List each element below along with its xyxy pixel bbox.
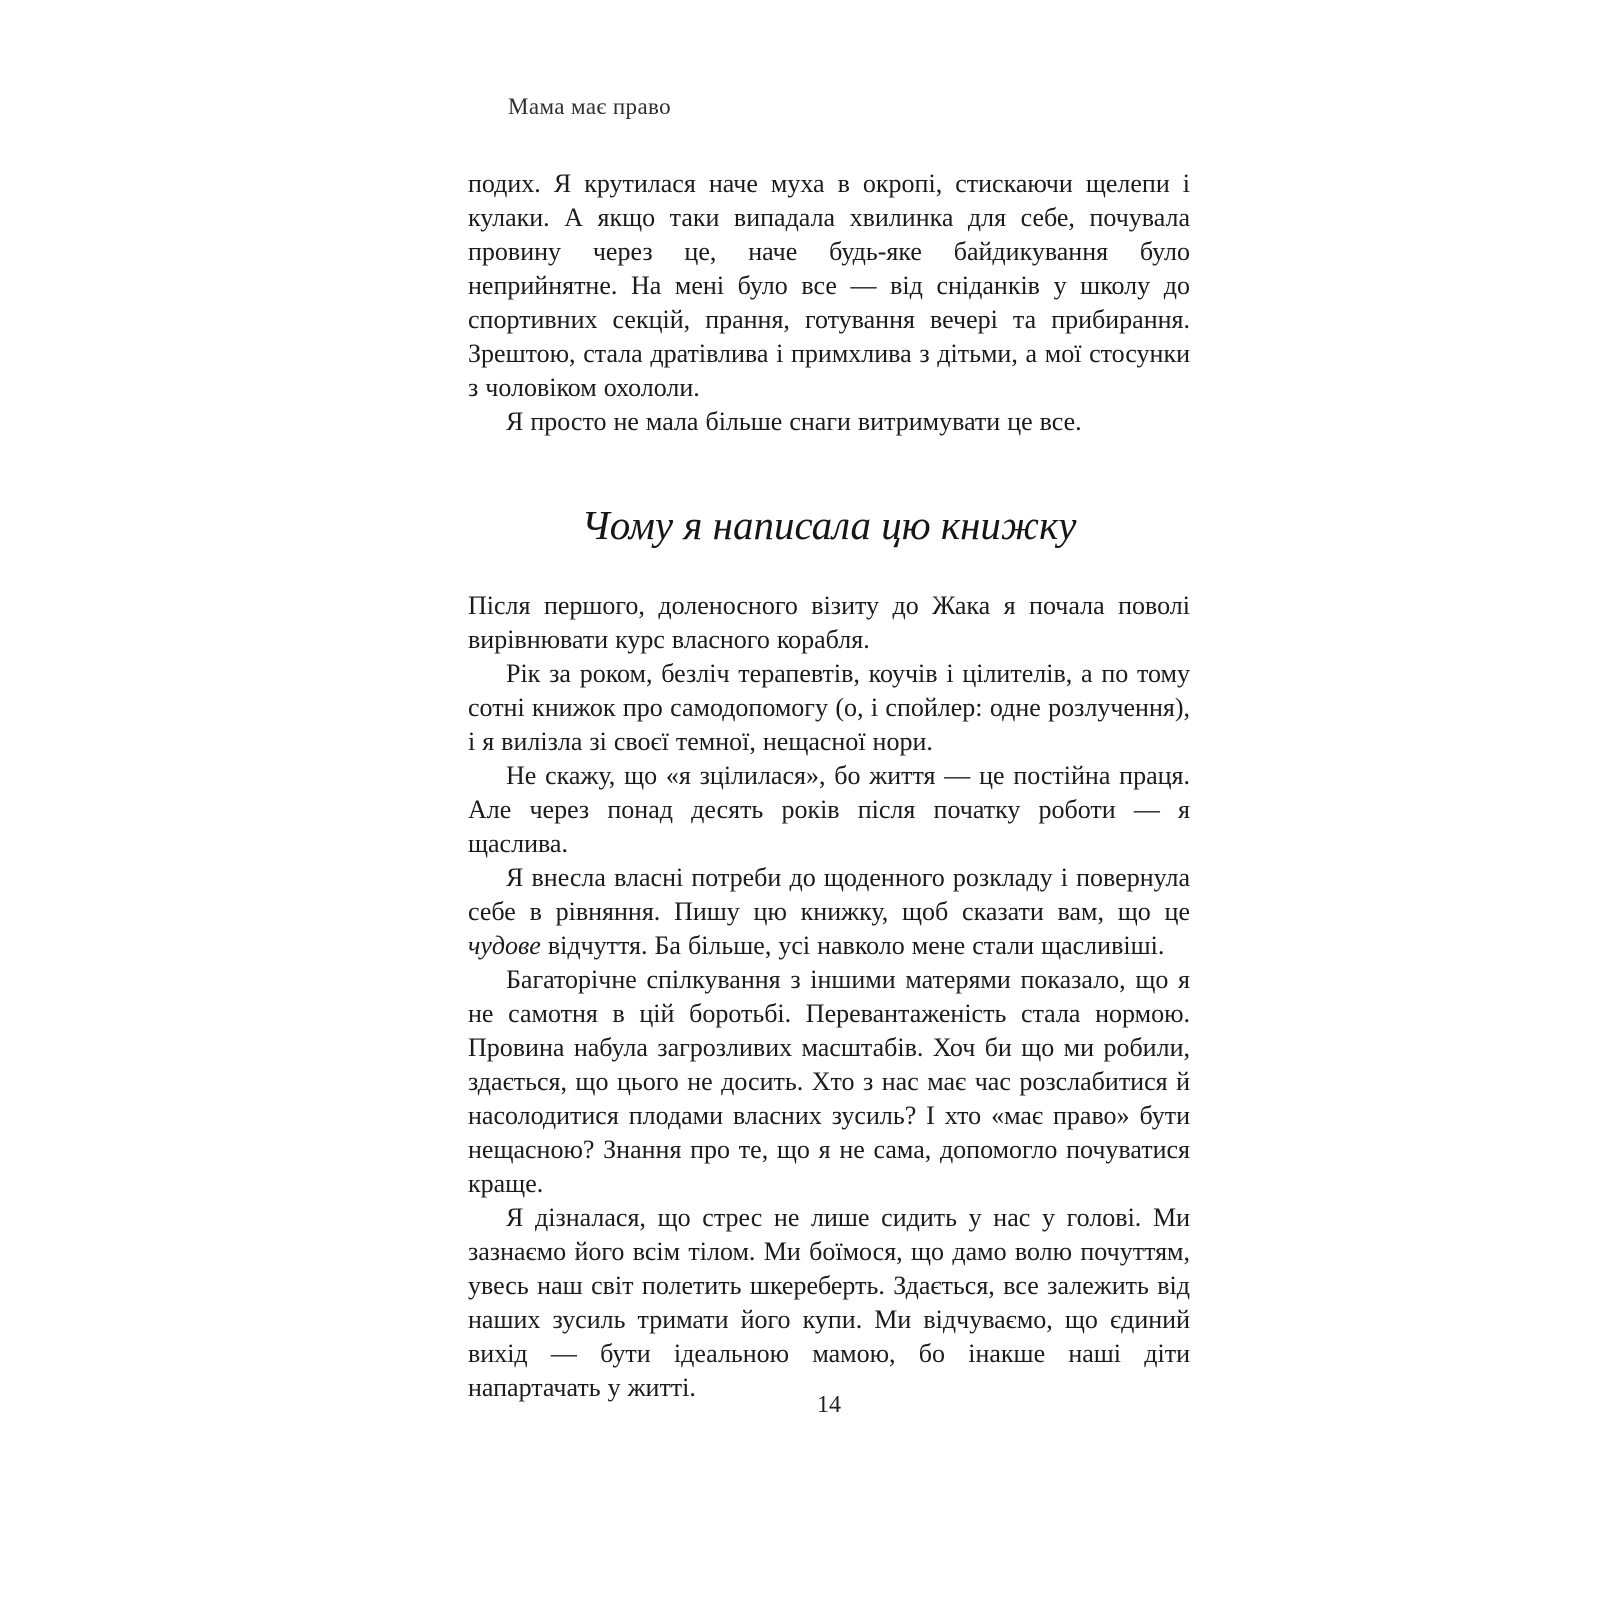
paragraph-3: Після першого, доленосного візиту до Жака я почала поволі вирівнювати курс власного корабля.	[468, 591, 1190, 654]
running-header: Мама має право	[508, 94, 672, 119]
text-block	[468, 0, 1190, 1405]
page-number: 14	[817, 1392, 841, 1418]
paragraph-8: Я дізналася, що стрес не лише сидить у нас у голові. Ми зазнаємо його всім тілом. Ми боїмося, що дамо волю почуттям, увесь наш світ полетить шкереберть. Здається, все залежить від наших зусиль тримати його купи. Ми відчуваємо, що єдиний вихід — бути ідеальною мамою, бо інакше наші діти напартачать у житті.	[468, 1203, 1190, 1402]
paragraph-4: Рік за роком, безліч терапевтів, коучів і цілителів, а по тому сотні книжок про самодопомогу (о, і спойлер: одне розлучення), і я вилізла зі своєї темної, нещасної нори.	[468, 659, 1190, 756]
emphasized-word: чудове	[468, 931, 541, 960]
paragraph-6-text-before: Я внесла власні потреби до щоденного розкладу і повернула себе в рівняння. Пишу цю книжку, щоб сказати вам, що це	[468, 863, 1190, 926]
paragraph-6	[468, 861, 1190, 963]
paragraph-2: Я просто не мала більше снаги витримувати це все.	[506, 407, 1082, 436]
paragraph-5: Не скажу, що «я зцілилася», бо життя — це постійна праця. Але через понад десять років після початку роботи — я щаслива.	[468, 761, 1190, 858]
paragraph-6-text-after: відчуття. Ба більше, усі навколо мене стали щасливіші.	[540, 931, 1165, 960]
section-heading: Чому я написала цю книжку	[581, 502, 1077, 548]
paragraph-continued: подих. Я крутилася наче муха в окропі, стискаючи щелепи і кулаки. А якщо таки випадала хвилинка для себе, почувала провину через це, наче будь-яке байдикування було неприйнятне. На мені було все — від сніданків у школу до спортивних секцій, прання, готування вечері та прибирання. Зрештою, стала дратівлива і примхлива з дітьми, а мої стосунки з чоловіком охололи.	[468, 169, 1190, 402]
paragraph-7: Багаторічне спілкування з іншими матерями показало, що я не самотня в цій боротьбі. Перевантаженість стала нормою. Провина набула загрозливих масштабів. Хоч би що ми робили, здається, що цього не досить. Хто з нас має час розслабитися й насолодитися плодами власних зусиль? І хто «має право» бути нещасною? Знання про те, що я не сама, допомогло почуватися краще.	[468, 965, 1190, 1198]
